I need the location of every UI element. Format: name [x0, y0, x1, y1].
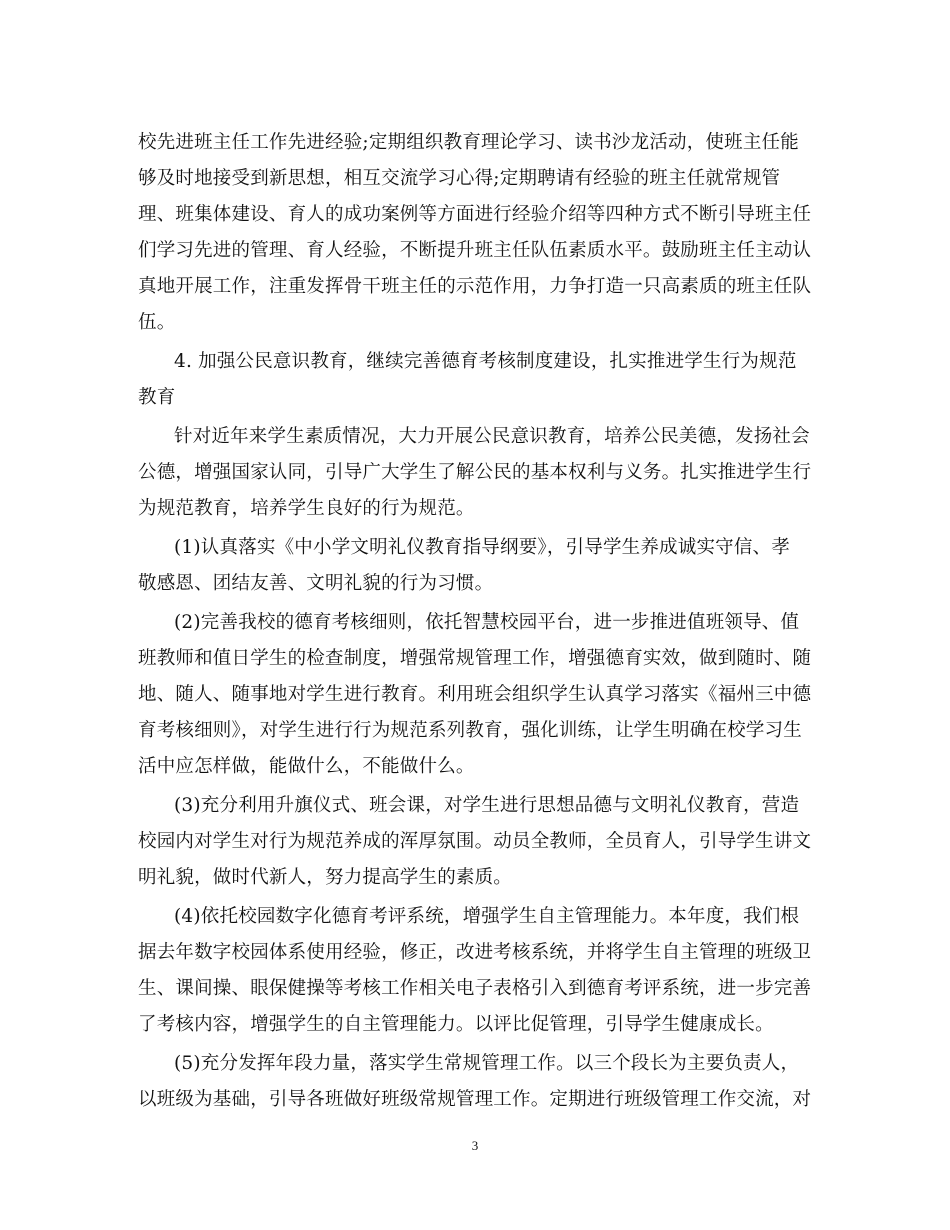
list-item-line: (3)充分利用升旗仪式、班会课，对学生进行思想品德与文明礼仪教育，营造 [174, 795, 800, 816]
text-line: 真地开展工作，注重发挥骨干班主任的示范作用，力争打造一只高素质的班主任队 [138, 276, 812, 297]
text-line: 敬感恩、团结友善、文明礼貌的行为习惯。 [138, 573, 494, 594]
text-line: 以班级为基础，引导各班做好班级常规管理工作。定期进行班级管理工作交流，对 [138, 1089, 812, 1110]
text-line: 育考核细则》，对学生进行行为规范系列教育，强化训练，让学生明确在校学习生 [138, 720, 802, 741]
text-line: 明礼貌，做时代新人，努力提高学生的素质。 [138, 867, 513, 888]
list-item-line: (1)认真落实《中小学文明礼仪教育指导纲要》，引导学生养成诚实守信、孝 [174, 537, 790, 558]
section-heading-continuation: 教育 [138, 387, 176, 408]
text-line: 公德，增强国家认同，引导广大学生了解公民的基本权利与义务。扎实推进学生行 [138, 462, 812, 483]
text-line: 够及时地接受到新思想，相互交流学习心得;定期聘请有经验的班主任就常规管 [138, 168, 781, 189]
list-item-line: (2)完善我校的德育考核细则，依托智慧校园平台，进一步推进值班领导、值 [174, 612, 800, 633]
text-line: 活中应怎样做，能做什么，不能做什么。 [138, 756, 475, 777]
text-line: 为规范教育，培养学生良好的行为规范。 [138, 498, 475, 519]
text-line: 伍。 [138, 312, 176, 333]
section-heading: 4. 加强公民意识教育，继续完善德育考核制度建设，扎实推进学生行为规范 [174, 351, 797, 372]
text-line: 生、课间操、眼保健操等考核工作相关电子表格引入到德育考评系统，进一步完善 [138, 978, 812, 999]
text-line: 班教师和值日学生的检查制度，增强常规管理工作，增强德育实效，做到随时、随 [138, 648, 812, 669]
text-line: 地、随人、随事地对学生进行教育。利用班会组织学生认真学习落实《福州三中德 [138, 684, 812, 705]
text-line: 校先进班主任工作先进经验;定期组织教育理论学习、读书沙龙活动，使班主任能 [138, 132, 799, 153]
page-number: 3 [471, 1138, 479, 1153]
text-line: 校园内对学生对行为规范养成的浑厚氛围。动员全教师，全员育人，引导学生讲文 [138, 831, 812, 852]
text-line: 们学习先进的管理、育人经验，不断提升班主任队伍素质水平。鼓励班主任主动认 [138, 240, 812, 261]
text-line: 据去年数字校园体系使用经验，修正，改进考核系统，并将学生自主管理的班级卫 [138, 942, 812, 963]
text-line: 了考核内容，增强学生的自主管理能力。以评比促管理，引导学生健康成长。 [138, 1014, 774, 1035]
text-line: 针对近年来学生素质情况，大力开展公民意识教育，培养公民美德，发扬社会 [174, 426, 810, 447]
list-item-line: (5)充分发挥年段力量，落实学生常规管理工作。以三个段长为主要负责人， [174, 1053, 800, 1074]
text-line: 理、班集体建设、育人的成功案例等方面进行经验介绍等四种方式不断引导班主任 [138, 204, 812, 225]
list-item-line: (4)依托校园数字化德育考评系统，增强学生自主管理能力。本年度，我们根 [174, 906, 800, 927]
